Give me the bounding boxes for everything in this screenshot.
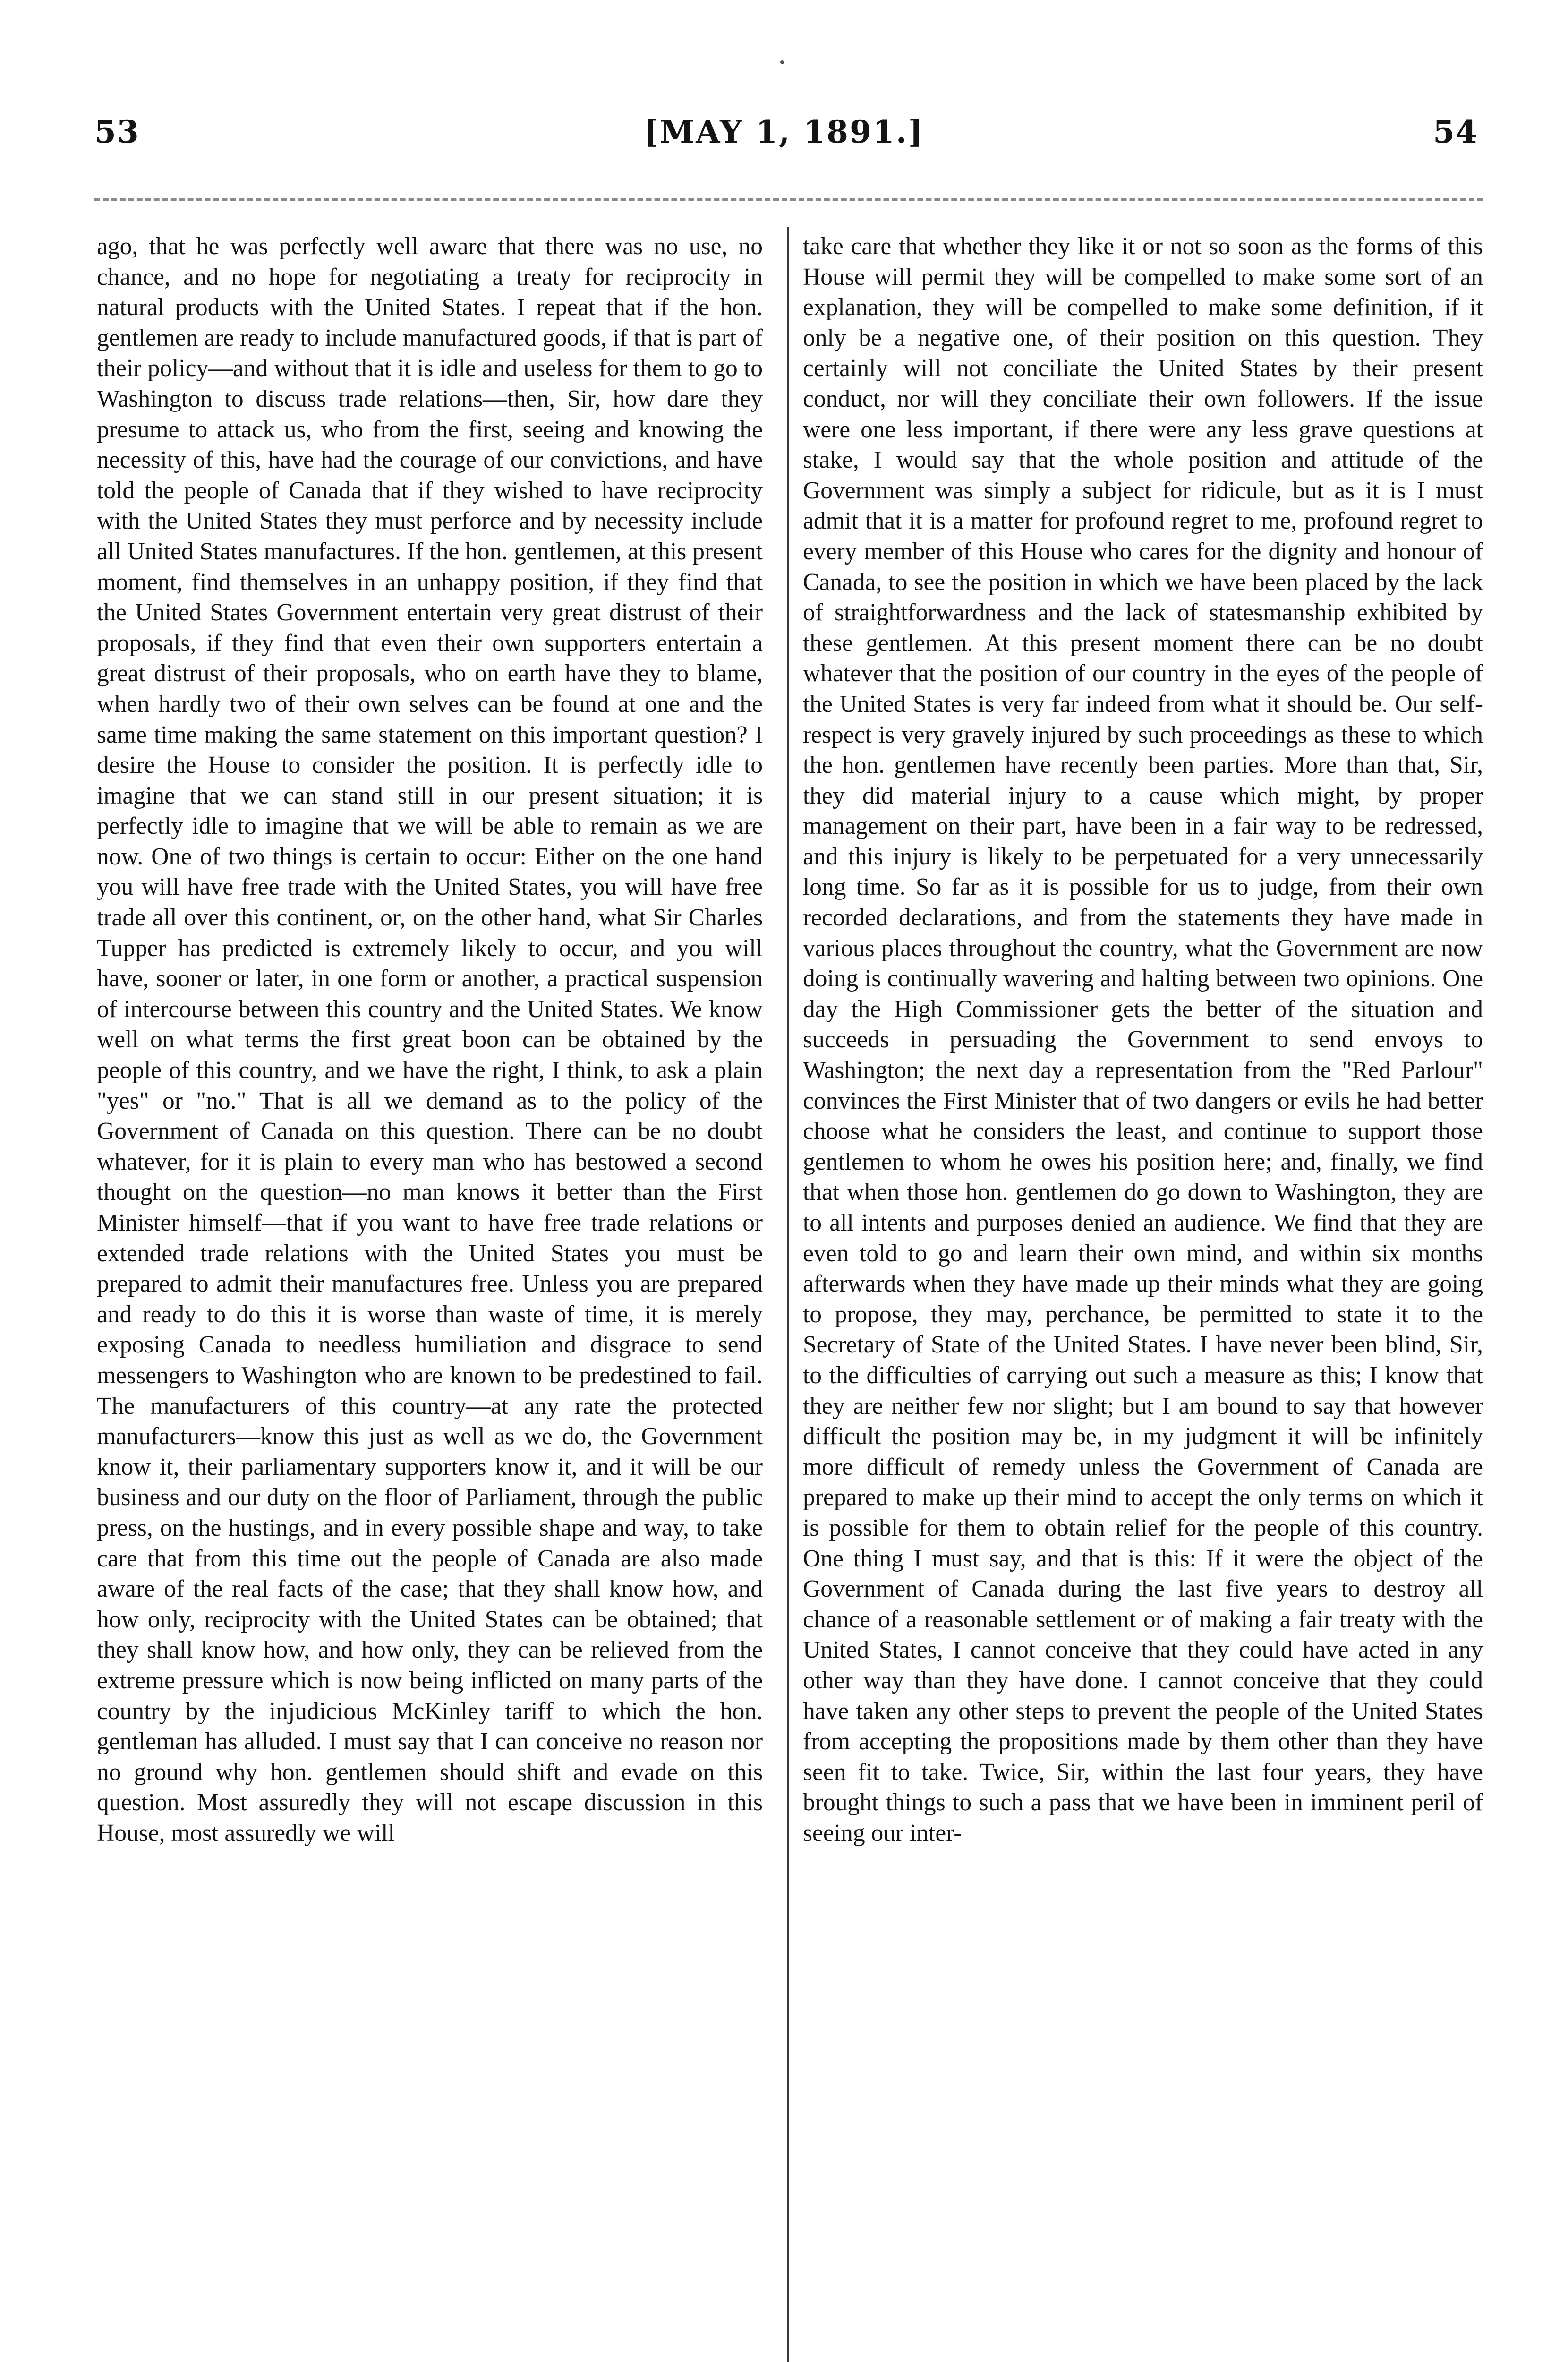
column-divider — [787, 227, 789, 2362]
page-number-right: 54 — [1433, 113, 1478, 150]
ink-speck — [780, 60, 784, 64]
page-date: [MAY 1, 1891.] — [643, 113, 925, 150]
page-number-left: 53 — [94, 113, 140, 150]
page-header — [0, 0, 1568, 189]
column-text-left: ago, that he was perfectly well aware that there was no use, no chance, and no hope for negotiating a treaty for reciprocity in natural products with the United States. I repeat that if the hon. gentlemen are ready to include manufactured goods, if that is part of their policy—and without that it is idle and useless for them to go to Washington to discuss trade relations—then, Sir, how dare they presume to attack us, who from the first, seeing and knowing the necessity of this, have had the courage of our convictions, and have told the people of Canada that if they wished to have reciprocity with the United States they must perforce and by necessity include all United States manufactures. If the hon. gentlemen, at this present moment, find themselves in an unhappy position, if they find that the United States Government entertain very great distrust of their proposals, if they find that even their own supporters entertain a great distrust of their proposals, who on earth have they to blame, when hardly two of their own selves can be found at one and the same time making the same statement on this important question? I desire the House to consider the position. It is perfectly idle to imagine that we can stand still in our present situation; it is perfectly idle to imagine that we will be able to remain as we are now. One of two things is certain to occur: Either on the one hand you will have free trade with the United States, you will have free trade all over this continent, or, on the other hand, what Sir Charles Tupper has predicted is extremely likely to occur, and you will have, sooner or later, in one form or another, a practical suspension of intercourse between this country and the United States. We know well on what terms the first great boon can be obtained by the people of this country, and we have the right, I think, to ask a plain "yes" or "no." That is all we demand as to the policy of the Government of Canada on this question. There can be no doubt whatever, for it is plain to every man who has bestowed a second thought on the question—no man knows it better than the First Minister himself—that if you want to have free trade relations or extended trade relations with the United States you must be prepared to admit their manufactures free. Unless you are prepared and ready to do this it is worse than waste of time, it is merely exposing Canada to needless humiliation and disgrace to send messengers to Washington who are known to be predestined to fail. The manufacturers of this country—at any rate the protected manufacturers—know this just as well as we do, the Government know it, their parliamentary supporters know it, and it will be our business and our duty on the floor of Parliament, through the public press, on the hustings, and in every possible shape and way, to take care that from this time out the people of Canada are also made aware of the real facts of the case; that they shall know how, and how only, reciprocity with the United States can be obtained; that they shall know how, and how only, they can be relieved from the extreme pressure which is now being inflicted on many parts of the country by the injudicious McKinley tariff to which the hon. gentleman has alluded. I must say that I can conceive no reason nor no ground why hon. gentlemen should shift and evade on this question. Most assuredly they will not escape discussion in this House, most assuredly we will — [97, 233, 763, 1847]
text-column-right — [803, 231, 1483, 2362]
header-rule — [94, 198, 1483, 201]
column-text-right: take care that whether they like it or not so soon as the forms of this House will permit they will be compelled to make some sort of an explanation, they will be compelled to make some definition, if it only be a negative one, of their position on this question. They certainly will not conciliate the United States by their present conduct, nor will they conciliate their own followers. If the issue were one less important, if there were any less grave questions at stake, I would say that the whole position and attitude of the Government was simply a subject for ridicule, but as it is I must admit that it is a matter for profound regret to me, profound regret to every member of this House who cares for the dignity and honour of Canada, to see the position in which we have been placed by the lack of straightforwardness and the lack of statesmanship exhibited by these gentlemen. At this present moment there can be no doubt whatever that the position of our country in the eyes of the people of the United States is very far indeed from what it should be. Our self-respect is very gravely injured by such proceedings as these to which the hon. gentlemen have recently been parties. More than that, Sir, they did material injury to a cause which might, by proper management on their part, have been in a fair way to be redressed, and this injury is likely to be perpetuated for a very unnecessarily long time. So far as it is possible for us to judge, from their own recorded declarations, and from the statements they have made in various places throughout the country, what the Government are now doing is continually wavering and halting between two opinions. One day the High Commissioner gets the better of the situation and succeeds in persuading the Government to send envoys to Washington; the next day a representation from the "Red Parlour" convinces the First Minister that of two dangers or evils he had better choose what he considers the least, and continue to support those gentlemen to whom he owes his position here; and, finally, we find that when those hon. gentlemen do go down to Washington, they are to all intents and purposes denied an audience. We find that they are even told to go and learn their own mind, and within six months afterwards when they have made up their minds what they are going to propose, they may, perchance, be permitted to state it to the Secretary of State of the United States. I have never been blind, Sir, to the difficulties of carrying out such a measure as this; I know that they are neither few nor slight; but I am bound to say that however difficult the position may be, in my judgment it will be infinitely more difficult of remedy unless the Government of Canada are prepared to make up their mind to accept the only terms on which it is possible for them to obtain relief for the people of this country. One thing I must say, and that is this: If it were the object of the Government of Canada during the last five years to destroy all chance of a reasonable settlement or of making a fair treaty with the United States, I cannot conceive that they could have acted in any other way than they have done. I cannot conceive that they could have taken any other steps to prevent the people of the United States from accepting the propositions made by them other than they have seen fit to take. Twice, Sir, within the last four years, they have brought things to such a pass that we have been in imminent peril of seeing our inter- — [803, 233, 1483, 1847]
text-column-left — [97, 231, 763, 2362]
